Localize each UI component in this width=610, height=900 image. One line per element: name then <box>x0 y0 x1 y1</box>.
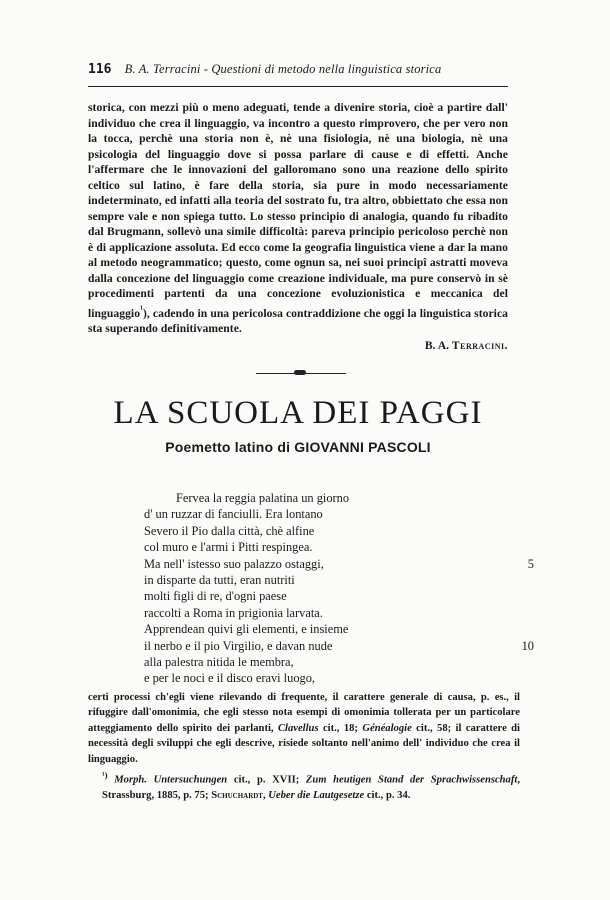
poem-line: e per le noci e il disco eravi luogo, <box>144 671 316 686</box>
poem-line: molti figli di re, d'ogni paese <box>144 589 287 604</box>
poem-line: il nerbo e il pio Virgilio, e davan nude 10 <box>144 638 534 653</box>
footnote-continuation: certi processi ch'egli viene rilevando di frequente, il carattere generale di causa, p. es., il rifuggire dall'omonimia, che egli stesso nota esempi di omonimia tollerata per un particolare atteggiamento dello spirito dei parlanti, Clavellus cit., 18; Généalogie cit., 58; il carattere di necessità degli sviluppi che egli descrive, risiede soltanto nell'animo dell' individuo che crea il linguaggio. <box>88 692 520 765</box>
poem-line: raccolti a Roma in prigionia larvata. <box>144 605 323 620</box>
poem-line: alla palestra nitida le membra, <box>144 654 294 669</box>
poem-line: Severo il Pio dalla città, chè alfine <box>144 523 315 538</box>
poem-line: Fervea la reggia palatina un giorno <box>176 491 350 505</box>
line-number: 5 <box>527 556 534 571</box>
signature-initials: B. A. <box>424 339 449 352</box>
article-title: LA SCUOLA DEI PAGGI <box>113 395 483 431</box>
running-header <box>88 62 508 77</box>
footnotes <box>88 690 520 803</box>
article-subtitle: Poemetto latino di GIOVANNI PASCOLI <box>165 439 431 455</box>
line-number: 10 <box>521 638 534 653</box>
paragraph-end: ), cadendo in una pericolosa contraddizione che oggi la linguistica storica sta superando definitivamente. <box>88 306 508 335</box>
author-signature <box>388 339 508 352</box>
footnote-1-marker: ¹) <box>102 770 108 781</box>
poem-line: col muro e l'armi i Pitti respingea. <box>144 540 313 555</box>
poem-line: in disparte da tutti, eran nutriti <box>144 572 295 587</box>
poem <box>144 490 534 687</box>
paragraph-text: storica, con mezzi più o meno adeguati, tende a divenire storia, cioè a partire dall' individuo che crea il linguaggio, va incontro a questo rimprovero, che per vero non la tocca, perchè una storia non è, nè una fisiologia, nè una biologia, nè una psicologia del linguaggio dove si possa parlare di cause e di effetti. Anche l'affermare che le innovazioni del galloromano sono una reazione dello spirito celtico sul latino, è fare della storia, sia pure in modo necessariamente indeterminato, ed infatti alla teoria del sostrato fu, tra altro, obbiettato che essa non sempre vale e non spiega tutto. Lo stesso principio di analogia, quando fu ribadito dal Brugmann, sollevò una simile difficoltà: pareva principio pericoloso perchè non è di applicazione assoluta. Ed ecco come la geografia linguistica viene a dar la mano al metodo neogrammatico; questo, come ognun sa, nei suoi principî astratti moveva dalla concezione del linguaggio come creazione individuale, ma pure conservò in sè procedimenti partenti da una concezione evoluzionistica e meccanica del linguaggio <box>88 101 508 320</box>
footnote-ref[interactable]: ¹ <box>140 303 143 315</box>
divider-ornament <box>294 370 306 375</box>
page-number: 116 <box>88 62 112 77</box>
poem-line: d' un ruzzar di fanciulli. Era lontano <box>144 507 323 522</box>
poem-line: Apprendean quivi gli elementi, e insieme <box>144 622 349 637</box>
running-title: B. A. Terracini - Questioni di metodo nella linguistica storica <box>124 62 442 76</box>
signature-name: Terracini. <box>451 339 508 352</box>
poem-line: Ma nell' istesso suo palazzo ostaggi, 5 <box>144 556 534 571</box>
header-rule <box>88 86 508 87</box>
footnote-1: $^{^1)}$ Morph. Untersuchungen cit., p. XVII; Zum heutigen Stand der Sprachwissenschaft, Strassburg, 1885, p. 75; Schuchardt, Ueber die Lautgesetze cit., p. 34. <box>102 770 520 801</box>
body-paragraph <box>88 100 508 336</box>
